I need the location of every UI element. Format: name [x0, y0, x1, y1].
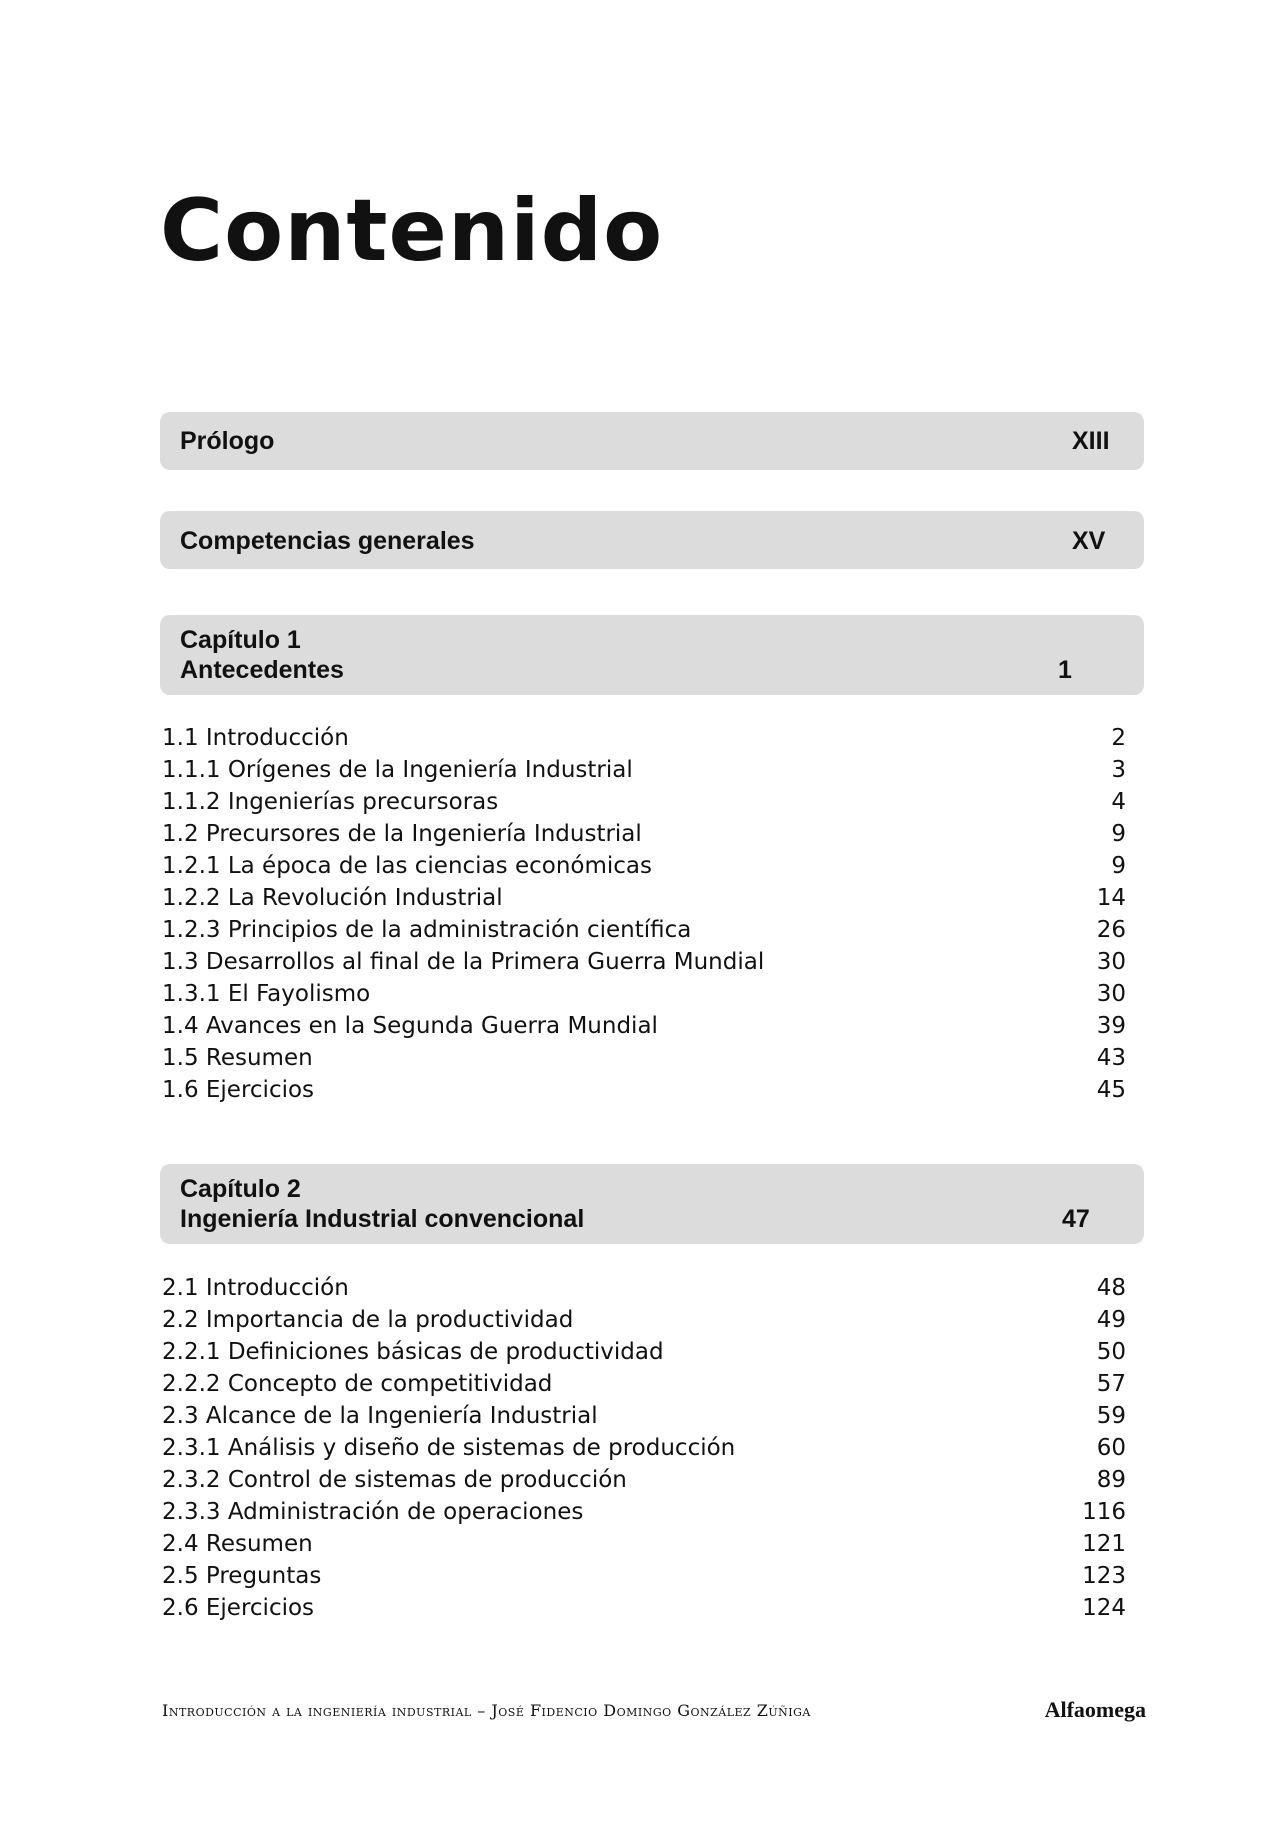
toc-entry-label: 1.1.1 Orígenes de la Ingeniería Industrial: [162, 757, 633, 783]
chapter-1-name: Antecedentes: [180, 656, 344, 684]
toc-entry-label: 2.2.1 Definiciones básicas de productividad: [162, 1339, 664, 1365]
toc-entry-page: 116: [1082, 1499, 1126, 1525]
chapter-2-title: [180, 1174, 584, 1234]
chapter-1-page: 1: [1058, 656, 1072, 684]
toc-entry-label: 1.2.3 Principios de la administración científica: [162, 917, 692, 943]
chapter-2-header[interactable]: [160, 1164, 1144, 1244]
toc-entry-page: 43: [1096, 1045, 1126, 1071]
toc-entry-page: 49: [1096, 1307, 1126, 1333]
toc-entry-label: 2.3.3 Administración de operaciones: [162, 1499, 584, 1525]
toc-entry-page: 26: [1096, 917, 1126, 943]
toc-entry[interactable]: [162, 1464, 1128, 1496]
toc-entry[interactable]: [162, 1560, 1128, 1592]
toc-entry-page: 2: [1111, 725, 1126, 751]
toc-competencias-label: Competencias generales: [180, 527, 475, 555]
toc-entry-page: 57: [1096, 1371, 1126, 1397]
toc-entry-label: 1.5 Resumen: [162, 1045, 313, 1071]
toc-entry[interactable]: [162, 1368, 1128, 1400]
toc-entry-label: 2.3.2 Control de sistemas de producción: [162, 1467, 627, 1493]
toc-competencias[interactable]: [160, 511, 1144, 569]
toc-prologo[interactable]: [160, 412, 1144, 470]
toc-entry-label: 2.5 Preguntas: [162, 1563, 322, 1589]
toc-entry-label: 1.1 Introducción: [162, 725, 349, 751]
toc-entry-label: 1.6 Ejercicios: [162, 1077, 315, 1103]
toc-entry-label: 2.6 Ejercicios: [162, 1595, 315, 1621]
toc-entry-label: 2.1 Introducción: [162, 1275, 349, 1301]
toc-entry[interactable]: [162, 754, 1128, 786]
toc-entry-page: 50: [1096, 1339, 1126, 1365]
chapter-1-entries: [162, 722, 1128, 1106]
chapter-2-name: Ingeniería Industrial convencional: [180, 1205, 585, 1233]
toc-entry[interactable]: [162, 850, 1128, 882]
toc-entry-page: 48: [1096, 1275, 1126, 1301]
toc-entry-page: 121: [1082, 1531, 1126, 1557]
toc-entry-label: 2.3.1 Análisis y diseño de sistemas de producción: [162, 1435, 736, 1461]
toc-entry[interactable]: [162, 1400, 1128, 1432]
toc-entry-page: 60: [1096, 1435, 1126, 1461]
toc-entry[interactable]: [162, 882, 1128, 914]
toc-entry-label: 2.2 Importancia de la productividad: [162, 1307, 574, 1333]
toc-entry[interactable]: [162, 786, 1128, 818]
toc-entry[interactable]: [162, 1042, 1128, 1074]
toc-entry-page: 4: [1111, 789, 1126, 815]
toc-entry-label: 1.3.1 El Fayolismo: [162, 981, 371, 1007]
toc-entry-page: 39: [1096, 1013, 1126, 1039]
toc-entry-page: 30: [1096, 981, 1126, 1007]
toc-competencias-page: XV: [1072, 527, 1106, 555]
toc-entry[interactable]: [162, 1432, 1128, 1464]
toc-entry-label: 2.2.2 Concepto de competitividad: [162, 1371, 553, 1397]
toc-entry[interactable]: [162, 1528, 1128, 1560]
toc-entry[interactable]: [162, 914, 1128, 946]
chapter-1-header[interactable]: [160, 615, 1144, 695]
toc-entry[interactable]: [162, 818, 1128, 850]
toc-entry-label: 1.2.1 La época de las ciencias económicas: [162, 853, 652, 879]
toc-entry[interactable]: [162, 722, 1128, 754]
toc-entry[interactable]: [162, 1074, 1128, 1106]
toc-entry-page: 3: [1111, 757, 1126, 783]
toc-entry-page: 9: [1111, 821, 1126, 847]
toc-entry-label: 2.4 Resumen: [162, 1531, 313, 1557]
toc-entry[interactable]: [162, 1010, 1128, 1042]
toc-entry[interactable]: [162, 1496, 1128, 1528]
toc-entry[interactable]: [162, 1592, 1128, 1624]
toc-prologo-label: Prólogo: [180, 427, 275, 455]
toc-entry-label: 1.2.2 La Revolución Industrial: [162, 885, 503, 911]
toc-entry-page: 124: [1082, 1595, 1126, 1621]
toc-entry-page: 89: [1096, 1467, 1126, 1493]
toc-entry-label: 2.3 Alcance de la Ingeniería Industrial: [162, 1403, 598, 1429]
toc-entry-page: 123: [1082, 1563, 1126, 1589]
toc-prologo-page: XIII: [1072, 427, 1110, 455]
toc-entry[interactable]: [162, 946, 1128, 978]
toc-entry-page: 14: [1096, 885, 1126, 911]
chapter-1-title: [180, 625, 344, 685]
footer-book-title: Introducción a la ingeniería industrial – José Fidencio Domingo González Zúñiga: [162, 1701, 811, 1720]
toc-entry-page: 30: [1096, 949, 1126, 975]
chapter-2-page: 47: [1062, 1205, 1090, 1233]
toc-entry-label: 1.3 Desarrollos al final de la Primera Guerra Mundial: [162, 949, 765, 975]
toc-entry-page: 9: [1111, 853, 1126, 879]
toc-entry-page: 45: [1096, 1077, 1126, 1103]
toc-entry[interactable]: [162, 1336, 1128, 1368]
chapter-2-heading: Capítulo 2: [180, 1175, 301, 1203]
toc-entry[interactable]: [162, 978, 1128, 1010]
toc-entry[interactable]: [162, 1304, 1128, 1336]
toc-entry-label: 1.2 Precursores de la Ingeniería Industrial: [162, 821, 642, 847]
toc-entry[interactable]: [162, 1272, 1128, 1304]
toc-entry-page: 59: [1096, 1403, 1126, 1429]
chapter-2-entries: [162, 1272, 1128, 1624]
toc-entry-label: 1.4 Avances en la Segunda Guerra Mundial: [162, 1013, 658, 1039]
footer-publisher: Alfaomega: [1044, 1697, 1146, 1722]
toc-entry-label: 1.1.2 Ingenierías precursoras: [162, 789, 499, 815]
page-title: Contenido: [160, 181, 664, 281]
chapter-1-heading: Capítulo 1: [180, 626, 301, 654]
